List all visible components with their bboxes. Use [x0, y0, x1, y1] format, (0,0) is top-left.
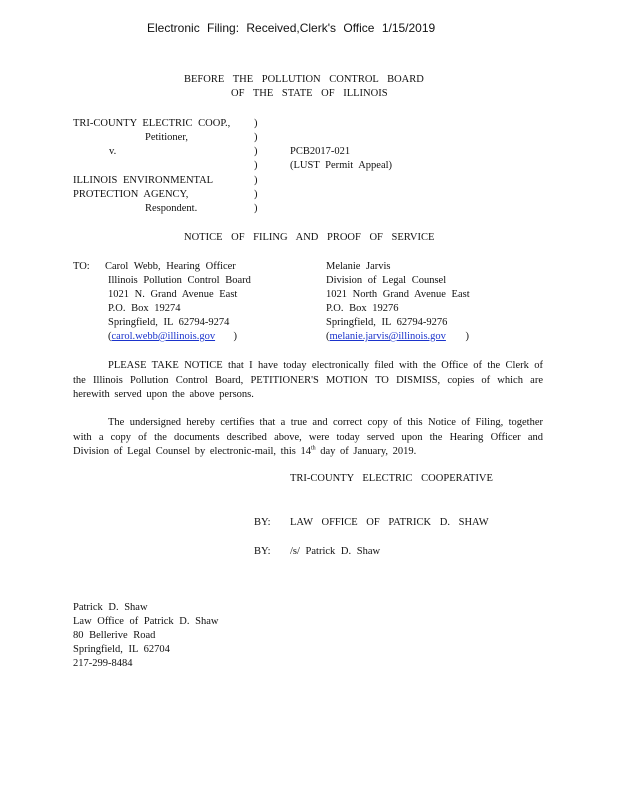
recipient-1-email-line	[108, 330, 237, 344]
caption-bracket: )	[254, 146, 258, 157]
petitioner-role: Petitioner,	[145, 132, 189, 143]
caption-bracket: )	[254, 132, 258, 143]
caption-bracket: )	[254, 175, 258, 186]
recipient-1-city: Springfield, IL 62794-9274	[108, 317, 230, 328]
recipient-2-city: Springfield, IL 62794-9276	[326, 317, 448, 328]
caption-bracket: )	[254, 160, 258, 171]
certification-date: day of January, 2019.	[315, 446, 417, 457]
to-label: TO:	[73, 261, 90, 272]
caption-bracket: )	[254, 189, 258, 200]
electronic-signature: /s/ Patrick D. Shaw	[290, 546, 381, 557]
recipient-2-box: P.O. Box 19276	[326, 303, 399, 314]
counsel-city: Springfield, IL 62704	[73, 644, 170, 655]
filing-stamp: Electronic Filing: Received,Clerk's Office 1/15/2019	[147, 21, 436, 35]
paren-open: (	[108, 331, 112, 342]
versus: v.	[109, 146, 117, 157]
recipient-1-street: 1021 N. Grand Avenue East	[108, 289, 238, 300]
case-type: (LUST Permit Appeal)	[290, 160, 393, 171]
court-heading-line-2: OF THE STATE OF ILLINOIS	[231, 88, 388, 99]
signing-party: TRI-COUNTY ELECTRIC COOPERATIVE	[290, 473, 493, 484]
by-label: BY:	[254, 546, 271, 557]
recipient-2-email-line	[326, 330, 469, 344]
counsel-firm: Law Office of Patrick D. Shaw	[73, 616, 219, 627]
counsel-phone: 217-299-8484	[73, 658, 133, 669]
recipient-2-street: 1021 North Grand Avenue East	[326, 289, 470, 300]
recipient-1-box: P.O. Box 19274	[108, 303, 181, 314]
certification-text: The undersigned hereby certifies that a true and correct copy of this Notice of Filing, together with a copy of the documents described above, were today served upon the Hearing Officer and Division of Legal Counsel by electronic-mail, this 14	[73, 417, 543, 457]
recipient-2-org: Division of Legal Counsel	[326, 275, 447, 286]
caption-bracket: )	[254, 118, 258, 129]
counsel-name: Patrick D. Shaw	[73, 602, 148, 613]
paren-open: (	[326, 331, 330, 342]
by-label: BY:	[254, 517, 271, 528]
counsel-street: 80 Bellerive Road	[73, 630, 156, 641]
certification-paragraph	[73, 416, 543, 460]
signing-firm: LAW OFFICE OF PATRICK D. SHAW	[290, 517, 489, 528]
recipient-2-name: Melanie Jarvis	[326, 261, 391, 272]
recipient-2-email-link[interactable]: melanie.jarvis@illinois.gov	[329, 331, 446, 342]
recipient-1-org: Illinois Pollution Control Board	[108, 275, 251, 286]
respondent-name-line-1: ILLINOIS ENVIRONMENTAL	[73, 175, 214, 186]
notice-paragraph: PLEASE TAKE NOTICE that I have today electronically filed with the Office of the Clerk of the Illinois Pollution Control Board, PETITIONER'S MOTION TO DISMISS, copies of which are herewith served upon the above persons.	[73, 360, 543, 400]
paren-close: )	[233, 331, 237, 342]
ordinal-suffix: th	[310, 445, 316, 452]
respondent-role: Respondent.	[145, 203, 198, 214]
recipient-1-email-link[interactable]: carol.webb@illinois.gov	[111, 331, 216, 342]
document-title: NOTICE OF FILING AND PROOF OF SERVICE	[184, 232, 435, 243]
recipient-1-name: Carol Webb, Hearing Officer	[105, 261, 236, 272]
paren-close: )	[465, 331, 469, 342]
caption-bracket: )	[254, 203, 258, 214]
petitioner-name: TRI-COUNTY ELECTRIC COOP.,	[73, 118, 231, 129]
respondent-name-line-2: PROTECTION AGENCY,	[73, 189, 189, 200]
case-number: PCB2017-021	[290, 146, 351, 157]
court-heading-line-1: BEFORE THE POLLUTION CONTROL BOARD	[184, 74, 424, 85]
